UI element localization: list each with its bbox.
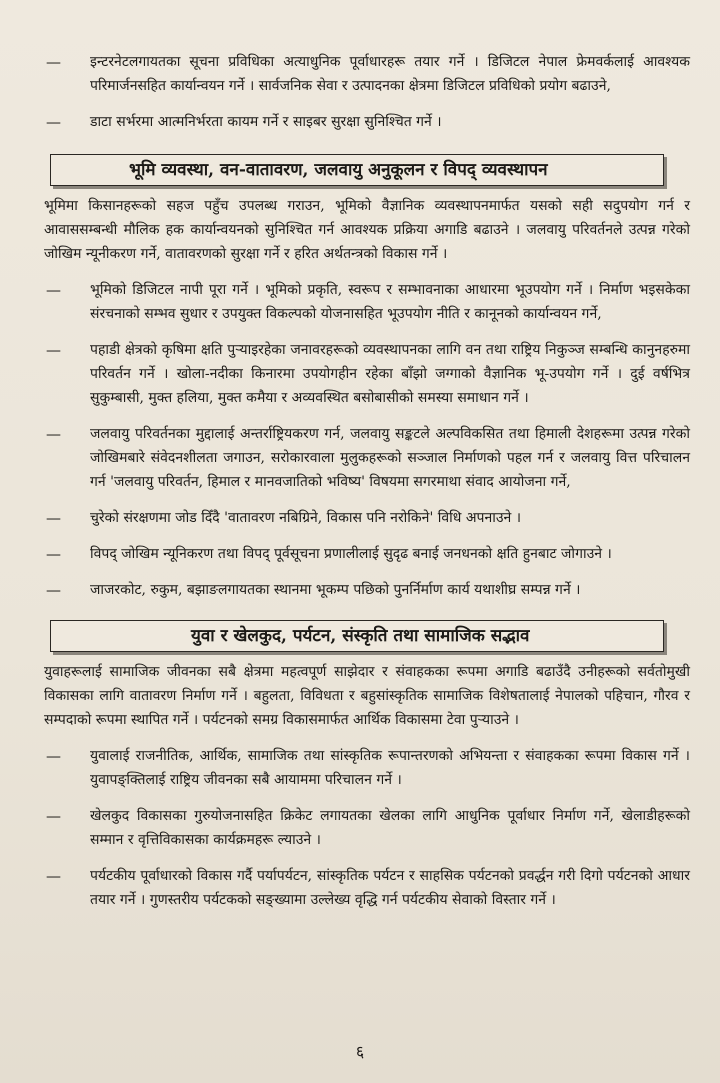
section-heading-land-environment: भूमि व्यवस्था, वन-वातावरण, जलवायु अनुकूलन र विपद् व्यवस्थापन (50, 154, 664, 186)
page-number: ६ (355, 1042, 365, 1061)
list-item (44, 864, 690, 912)
list-item (44, 804, 690, 852)
list-item (44, 278, 690, 326)
dash-marker: — (46, 747, 61, 765)
bullet-text: युवालाई राजनीतिक, आर्थिक, सामाजिक तथा सांस्कृतिक रूपान्तरणको अभियन्ता र संवाहकका रूपमा विकास गर्ने । युवापङ्क्तिलाई राष्ट्रिय जीवनका सबै आयाममा परिचालन गर्ने । (90, 748, 690, 788)
section-heading-youth-tourism: युवा र खेलकुद, पर्यटन, संस्कृति तथा सामाजिक सद्भाव (50, 620, 664, 652)
section-paragraph: भूमिमा किसानहरूको सहज पहुँच उपलब्ध गराउन, भूमिको वैज्ञानिक व्यवस्थापनमार्फत यसको सही सदुपयोग गर्न र आवाससम्बन्धी मौलिक हक कार्यान्वयनको सुनिश्चित गर्न आवश्यक प्रक्रिया अगाडि बढाउने । जलवायु परिवर्तनले उत्पन्न गरेको जोखिम न्यूनीकरण गर्ने, वातावरणको सुरक्षा गर्ने र हरित अर्थतन्त्रको विकास गर्ने । (44, 198, 690, 262)
bullet-text: जलवायु परिवर्तनका मुद्दालाई अन्तर्राष्ट्रियकरण गर्न, जलवायु सङ्कटले अल्पविकसित तथा हिमाली देशहरूमा उत्पन्न गरेको जोखिमबारे संवेदनशीलता जगाउन, सरोकारवाला मुलुकहरूको सञ्जाल निर्माणको पहल गर्न र जलवायु वित्त परिचालन गर्न 'जलवायु परिवर्तन, हिमाल र मानवजातिको भविष्य' विषयमा सगरमाथा संवाद आयोजना गर्ने, (90, 426, 690, 490)
dash-marker: — (46, 281, 61, 299)
section-paragraph: युवाहरूलाई सामाजिक जीवनका सबै क्षेत्रमा महत्वपूर्ण साझेदार र संवाहकका रूपमा अगाडि बढाउँदै उनीहरूको सर्वतोमुखी विकासका लागि वातावरण निर्माण गर्ने । बहुलता, विविधता र बहुसांस्कृतिक सामाजिक विशेषतालाई नेपालको पहिचान, गौरव र सम्पदाको रूपमा स्थापित गर्ने । पर्यटनको समग्र विकासमार्फत आर्थिक विकासमा टेवा पुऱ्याउने । (44, 664, 690, 728)
list-item (44, 110, 690, 134)
bullet-text: पर्यटकीय पूर्वाधारको विकास गर्दै पर्यापर्यटन, सांस्कृतिक पर्यटन र साहसिक पर्यटनको प्रवर्द्धन गरी दिगो पर्यटनको आधार तयार गर्ने । गुणस्तरीय पर्यटकको सङ्ख्यामा उल्लेख्य वृद्धि गर्न पर्यटकीय सेवाको विस्तार गर्ने । (90, 868, 690, 908)
bullet-text: डाटा सर्भरमा आत्मनिर्भरता कायम गर्ने र साइबर सुरक्षा सुनिश्चित गर्ने । (90, 114, 442, 130)
dash-marker: — (46, 807, 61, 825)
list-item (44, 578, 690, 602)
list-item (44, 542, 690, 566)
list-item (44, 50, 690, 98)
bullet-text: खेलकुद विकासका गुरुयोजनासहित क्रिकेट लगायतका खेलका लागि आधुनिक पूर्वाधार निर्माण गर्ने, खेलाडीहरूको सम्मान र वृत्तिविकासका कार्यक्रमहरू ल्याउने । (90, 808, 690, 848)
list-item (44, 338, 690, 410)
dash-marker: — (46, 581, 61, 599)
bullet-text: जाजरकोट, रुकुम, बझाङलगायतका स्थानमा भूकम्प पछिको पुनर्निर्माण कार्य यथाशीघ्र सम्पन्न गर्ने । (90, 582, 581, 598)
list-item (44, 422, 690, 494)
dash-marker: — (46, 341, 61, 359)
bullet-text: भूमिको डिजिटल नापी पूरा गर्ने । भूमिको प्रकृति, स्वरूप र सम्भावनाका आधारमा भूउपयोग गर्ने । निर्माण भइसकेका संरचनाको सम्भव सुधार र उपयुक्त विकल्पको योजनासहित भूउपयोग नीति र कानूनको कार्यान्वयन गर्ने, (90, 282, 690, 322)
dash-marker: — (46, 113, 61, 131)
bullet-text: इन्टरनेटलगायतका सूचना प्रविधिका अत्याधुनिक पूर्वाधारहरू तयार गर्ने । डिजिटल नेपाल फ्रेमवर्कलाई आवश्यक परिमार्जनसहित कार्यान्वयन गर्ने । सार्वजनिक सेवा र उत्पादनका क्षेत्रमा डिजिटल प्रविधिको प्रयोग बढाउने, (90, 54, 690, 94)
list-item (44, 506, 690, 530)
dash-marker: — (46, 53, 61, 71)
dash-marker: — (46, 867, 61, 885)
dash-marker: — (46, 509, 61, 527)
dash-marker: — (46, 425, 61, 443)
bullet-text: पहाडी क्षेत्रको कृषिमा क्षति पुऱ्याइरहेका जनावरहरूको व्यवस्थापनका लागि वन तथा राष्ट्रिय निकुञ्ज सम्बन्धि कानुनहरुमा परिवर्तन गर्ने । खोला-नदीका किनारमा उपयोगहीन रहेका बाँझो जग्गाको वैज्ञानिक भू-उपयोग गर्ने । दुई वर्षभित्र सुकुम्बासी, मुक्त हलिया, मुक्त कमैया र अव्यवस्थित बसोबासीको समस्या समाधान गर्ने । (90, 342, 690, 406)
bullet-text: विपद् जोखिम न्यूनिकरण तथा विपद् पूर्वसूचना प्रणालीलाई सुदृढ बनाई जनधनको क्षति हुनबाट जोगाउने । (90, 546, 612, 562)
list-item (44, 744, 690, 792)
bullet-text: चुरेको संरक्षणमा जोड दिँदै 'वातावरण नबिग्रिने, विकास पनि नरोकिने' विधि अपनाउने । (90, 510, 522, 526)
dash-marker: — (46, 545, 61, 563)
